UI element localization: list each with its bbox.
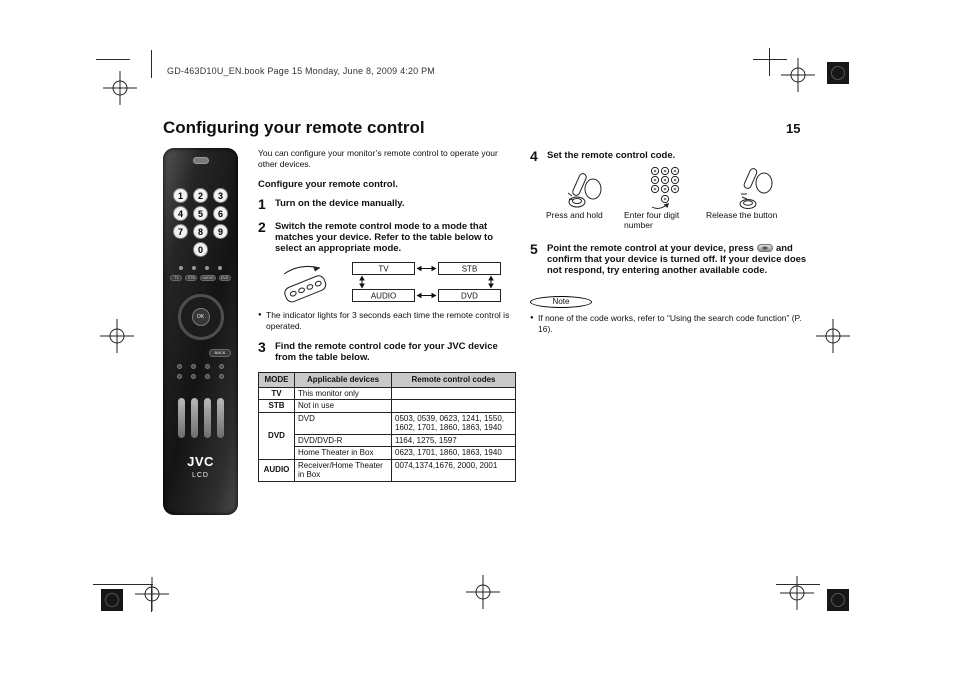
step-5: [530, 243, 810, 276]
col-codes: Remote control codes: [392, 373, 516, 388]
registration-square: [827, 589, 849, 611]
mode-cell: AUDIO: [259, 459, 295, 481]
table-row: [259, 434, 516, 447]
mode-box-stb: STB: [461, 264, 478, 274]
mode-switch-icon: [274, 262, 338, 304]
codes-cell: 0074,1374,1676, 2000, 2001: [392, 459, 516, 481]
codes-cell: [392, 400, 516, 413]
mode-button-tv: TV: [170, 275, 182, 281]
crop-mark-target: [816, 319, 850, 353]
digit-button: 7: [173, 224, 188, 239]
volume-channel-rockers: [163, 398, 238, 438]
rocker-button: [204, 398, 211, 438]
table-row: [259, 387, 516, 400]
dpad: [178, 294, 224, 340]
digit-button: 6: [213, 206, 228, 221]
mode-box-dvd: DVD: [461, 291, 478, 301]
device-cell: DVD: [295, 412, 392, 434]
crop-mark-target: [135, 577, 169, 611]
press-hold-icon: [567, 167, 603, 209]
note-text: If none of the code works, refer to “Using the search code function” (P. 16).: [538, 313, 802, 334]
col-devices: Applicable devices: [295, 373, 392, 388]
step-2: [258, 221, 516, 254]
digit-button: 2: [193, 188, 208, 203]
digit-button: 1: [173, 188, 188, 203]
indicator-dot: [179, 266, 183, 270]
icon-caption: Enter four digit number: [624, 210, 680, 230]
page-title: Configuring your remote control: [163, 118, 425, 137]
codes-cell: 0503, 0539, 0623, 1241, 1550, 1602, 1701, 1860, 1863, 1940: [392, 412, 516, 434]
mode-box-audio: AUDIO: [370, 291, 397, 301]
device-cell: Home Theater in Box: [295, 447, 392, 460]
step-text: Set the remote control code.: [547, 150, 676, 161]
page-number: 15: [786, 121, 801, 136]
ok-button: OK: [192, 308, 210, 326]
power-button: [193, 157, 209, 164]
step-3: [258, 341, 516, 363]
codes-cell: 0623, 1701, 1860, 1863, 1940: [392, 447, 516, 460]
step-text: Turn on the device manually.: [275, 198, 405, 209]
trim-line: [769, 48, 770, 76]
remote-control-image: [163, 148, 238, 515]
table-row: [259, 459, 516, 481]
digit-button: 0: [193, 242, 208, 257]
digit-button: 3: [213, 188, 228, 203]
col-mode: MODE: [259, 373, 295, 388]
back-button: BACK: [209, 349, 231, 357]
release-step: [706, 167, 806, 230]
icon-caption: Release the button: [706, 210, 778, 220]
trim-line: [93, 584, 153, 585]
digit-button: 5: [193, 206, 208, 221]
jvc-logo: JVC: [187, 454, 214, 469]
trim-line: [96, 59, 130, 60]
device-cell: This monitor only: [295, 387, 392, 400]
indicator-note-text: The indicator lights for 3 seconds each time the remote control is operated.: [266, 310, 510, 331]
small-button: [191, 364, 196, 369]
mode-buttons: [163, 275, 238, 281]
digit-buttons: [163, 188, 238, 257]
icon-caption: Press and hold: [546, 210, 603, 220]
indicator-dot: [205, 266, 209, 270]
small-button: [219, 364, 224, 369]
digit-button: 4: [173, 206, 188, 221]
section-heading: Configure your remote control.: [258, 179, 398, 190]
lcd-label: LCD: [191, 472, 209, 479]
crop-mark-target: [103, 71, 137, 105]
trim-line: [151, 50, 152, 78]
step-4-illustrations: [546, 167, 810, 230]
device-cell: DVD/DVD-R: [295, 434, 392, 447]
step-text: Switch the remote control mode to a mode that matches your device. Refer to the table below to select an appropriate mode.: [275, 221, 494, 254]
right-column: [530, 148, 810, 334]
table-row: [259, 400, 516, 413]
trim-line: [151, 584, 152, 612]
codes-cell: 1164, 1275, 1597: [392, 434, 516, 447]
remote-codes-table: [258, 372, 516, 482]
digit-button: 9: [213, 224, 228, 239]
registration-square: [827, 62, 849, 84]
enter-digits-step: [624, 167, 706, 230]
function-buttons: [163, 364, 238, 379]
button-row: [177, 364, 224, 369]
registration-square: [101, 589, 123, 611]
mode-indicator-lights: [163, 266, 238, 270]
step-text-after: and confirm that your device is turned off. If your device does not respond, try entering another available code.: [547, 243, 807, 276]
step-4: [530, 150, 810, 162]
trim-line: [776, 584, 820, 585]
rocker-button: [217, 398, 224, 438]
mode-cell: STB: [259, 400, 295, 413]
press-hold-step: [546, 167, 624, 230]
small-button: [205, 364, 210, 369]
keypad-icon: [647, 165, 683, 209]
note-item: [530, 313, 804, 334]
step-1: [258, 198, 516, 210]
table-header-row: [259, 373, 516, 388]
step-number: 3: [258, 339, 266, 355]
small-button: [219, 374, 224, 379]
rocker-button: [191, 398, 198, 438]
crop-mark-target: [466, 575, 500, 609]
small-button: [177, 364, 182, 369]
mode-button-stb: STB: [185, 275, 197, 281]
small-button: [177, 374, 182, 379]
remote-button-icon: [757, 244, 773, 252]
print-header: GD-463D10U_EN.book Page 15 Monday, June 8, 2009 4:20 PM: [167, 66, 435, 76]
release-icon: [738, 167, 774, 209]
digit-button: 8: [193, 224, 208, 239]
crop-mark-target: [100, 319, 134, 353]
note-badge: Note: [530, 296, 592, 308]
codes-cell: [392, 387, 516, 400]
small-button: [191, 374, 196, 379]
mode-button-dvd: DVD: [219, 275, 231, 281]
step-number: 5: [530, 241, 538, 257]
indicator-dot: [192, 266, 196, 270]
left-column: [258, 148, 516, 482]
rocker-button: [178, 398, 185, 438]
step-number: 1: [258, 196, 266, 212]
step-number: 4: [530, 148, 538, 164]
mode-cell: TV: [259, 387, 295, 400]
indicator-dot: [218, 266, 222, 270]
bullet-icon: ●: [530, 315, 534, 321]
button-row: [177, 374, 224, 379]
small-button: [205, 374, 210, 379]
mode-switch-diagram: [258, 260, 516, 306]
step-number: 2: [258, 219, 266, 235]
bullet-icon: ●: [258, 312, 262, 318]
mode-box-tv: TV: [378, 264, 389, 274]
crop-mark-target: [780, 576, 814, 610]
step-text: [547, 243, 810, 276]
mode-cycle-boxes: [352, 261, 512, 303]
intro-text: You can configure your monitor’s remote control to operate your other devices.: [258, 148, 498, 169]
crop-mark-target: [781, 58, 815, 92]
device-cell: Not in use: [295, 400, 392, 413]
device-cell: Receiver/Home Theater in Box: [295, 459, 392, 481]
step-text-before: Point the remote control at your device, press: [547, 243, 754, 254]
trim-line: [753, 59, 787, 60]
mode-button-audio: AUDIO: [202, 276, 214, 280]
table-row: [259, 447, 516, 460]
mode-cell: DVD: [259, 412, 295, 459]
step-text: Find the remote control code for your JVC device from the table below.: [275, 341, 498, 363]
indicator-note: [258, 310, 516, 331]
table-row: [259, 412, 516, 434]
